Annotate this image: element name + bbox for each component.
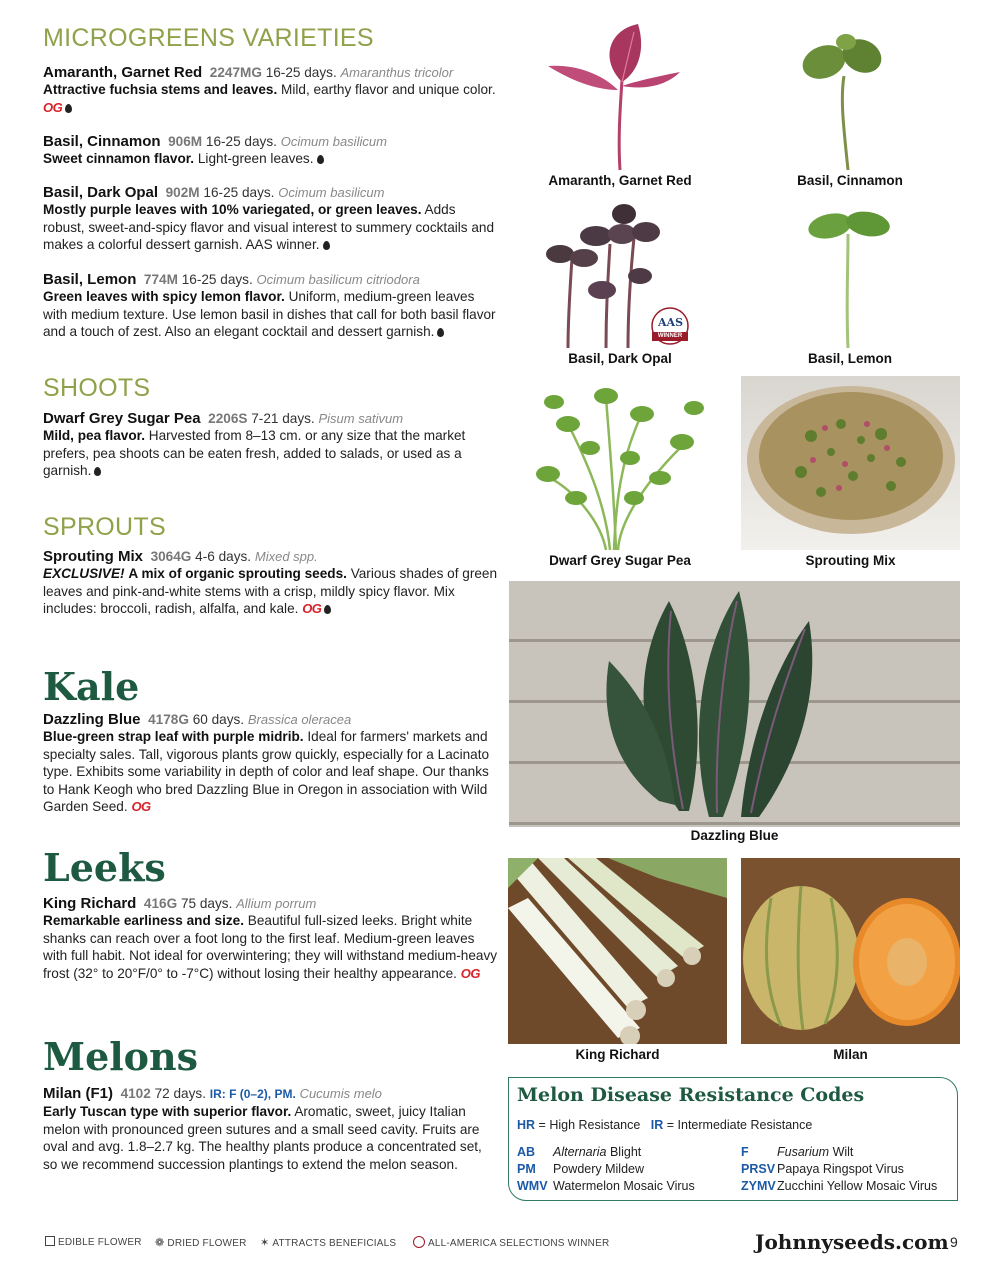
resistance-row [517,1162,644,1176]
drop-icon [317,155,324,164]
disease-name: Zucchini Yellow Mosaic Virus [777,1179,938,1193]
basil-cinnamon-photo [740,20,960,170]
photo-caption: Basil, Cinnamon [797,173,903,188]
aas-winner-icon [413,1236,425,1248]
highlight-text: Early Tuscan type with superior flavor. [43,1104,292,1120]
days-to-maturity: 16-25 days. [181,272,253,287]
footer-legend-aas [413,1236,609,1249]
description-text: Adds robust, sweet-and-spicy flavor and visual interest to summery cocktails and makes a colorful dessert garnish. AAS winner. [43,202,495,253]
days-to-maturity: 16-25 days. [203,185,275,200]
organic-icon: OG [131,799,151,815]
product-code: 416G [143,896,178,911]
product-code: 906M [168,134,203,149]
variety-entry-basil-cinnamon [43,133,498,168]
product-code: 4178G [148,712,189,727]
disease-resistance-box [508,1077,958,1201]
amaranth-photo [510,20,730,170]
disease-italic: Alternaria [553,1145,607,1159]
basil-dark-opal-photo [510,198,730,348]
description-text: Light-green leaves. [197,151,314,167]
drop-icon [65,104,72,113]
resistance-box-title: Melon Disease Resistance Codes [517,1084,865,1106]
legend-label: ALL-AMERICA SELECTIONS WINNER [428,1238,610,1249]
basil-lemon-photo [740,198,960,348]
drop-icon [324,605,331,614]
page-number: 9 [950,1234,958,1250]
disease-name: Blight [606,1145,642,1159]
hr-text: = High Resistance [538,1118,641,1132]
highlight-text: Attractive fuchsia stems and leaves. [43,82,278,98]
description-text: Beautiful full-sized leeks. Bright white shanks can reach over a foot long to the first leaf. Medium-green leaves with full habit. Not ideal for overwintering; they will withstand medium-heavy frost (32° to 20°F/0° to -7°C) without losing their healthy appearance. [43,913,498,981]
variety-entry-sprouting-mix [43,548,498,618]
disease-name: Wilt [829,1145,854,1159]
photo-caption: King Richard [575,1047,660,1062]
photo-caption: Sprouting Mix [805,553,896,568]
days-to-maturity: 16-25 days. [205,134,277,149]
ir-code: IR [650,1118,664,1132]
scientific-name: Mixed spp. [254,549,318,564]
variety-entry-basil-lemon [43,271,498,341]
photo-caption: Amaranth, Garnet Red [548,173,692,188]
photo-caption: Milan [833,1047,868,1062]
days-to-maturity: 4-6 days. [195,549,252,564]
milan-photo [741,858,960,1044]
exclusive-label: EXCLUSIVE! [43,566,125,582]
beneficial-insect-icon: ✶ [260,1237,270,1249]
disease-code: F [741,1145,749,1159]
organic-icon: OG [43,99,63,115]
days-to-maturity: 7-21 days. [251,411,315,426]
section-heading-shoots: SHOOTS [43,374,151,402]
variety-name: King Richard [43,895,137,912]
days-to-maturity: 60 days. [192,712,245,727]
description-text: Various shades of green leaves and pink-and-white stems with a crisp, mildly spicy flavor. Mix includes: broccoli, radish, alfalfa, and kale. [43,566,498,617]
pea-shoots-photo [510,378,730,550]
days-to-maturity: 75 days. [180,896,233,911]
dried-flower-icon: ❁ [155,1237,165,1249]
section-heading-kale: Kale [43,664,140,709]
king-richard-photo [508,858,727,1044]
variety-name: Basil, Lemon [43,271,137,288]
disease-name: Watermelon Mosaic Virus [553,1179,695,1193]
disease-code: PRSV [741,1162,776,1176]
product-code: 774M [143,272,178,287]
brand-website[interactable]: Johnnyseeds.com [755,1230,949,1254]
legend-label: ATTRACTS BENEFICIALS [272,1238,397,1249]
description-text: Harvested from 8–13 cm. or any size that the market prefers, pea shoots can be eaten fresh, added to salads, or used as a garnish. [43,428,466,479]
variety-name: Dwarf Grey Sugar Pea [43,410,201,427]
photo-caption: Basil, Lemon [807,351,893,366]
variety-name: Amaranth, Garnet Red [43,64,203,81]
variety-entry-king-richard [43,895,498,982]
disease-italic: Fusarium [777,1145,830,1159]
variety-name: Basil, Cinnamon [43,133,161,150]
section-heading-microgreens: MICROGREENS VARIETIES [43,24,374,52]
variety-entry-amaranth [43,64,498,116]
variety-name: Sprouting Mix [43,548,143,565]
aas-badge-text: AAS [658,316,684,329]
variety-name: Milan (F1) [43,1085,113,1102]
resistance-row [741,1179,937,1193]
photo-caption: Basil, Dark Opal [568,351,672,366]
resistance-row [517,1179,695,1193]
disease-code: ZYMV [741,1179,776,1193]
scientific-name: Amaranthus tricolor [340,65,454,80]
section-heading-melons: Melons [43,1034,199,1079]
resistance-row [517,1145,641,1159]
sprouting-mix-photo [741,376,960,550]
highlight-text: A mix of organic sprouting seeds. [128,566,347,582]
description-text: Aromatic, sweet, juicy Italian melon with pronounced green sutures and a small seed cavity. Fruits are oval and avg. 1.8–2.7 kg. The healthy plants produce a concentrated set, so we recommend succession plantings to extend the melon season. [43,1104,482,1172]
legend-label: EDIBLE FLOWER [58,1237,142,1248]
footer-legend-edible [45,1236,142,1248]
drop-icon [437,328,444,337]
scientific-name: Brassica oleracea [247,712,352,727]
variety-entry-pea [43,410,498,480]
variety-entry-milan [43,1085,498,1173]
section-heading-sprouts: SPROUTS [43,513,166,541]
drop-icon [323,241,330,250]
scientific-name: Ocimum basilicum [280,134,387,149]
ir-text: = Intermediate Resistance [666,1118,813,1132]
product-code: 902M [165,185,200,200]
drop-icon [94,467,101,476]
highlight-text: Sweet cinnamon flavor. [43,151,195,167]
disease-code: PM [517,1162,536,1176]
section-heading-leeks: Leeks [43,845,166,890]
resistance-codes: IR: F (0–2), PM. [209,1087,296,1101]
organic-icon: OG [302,601,322,617]
highlight-text: Remarkable earliness and size. [43,913,244,929]
organic-icon: OG [460,965,480,981]
resistance-row [741,1145,853,1159]
highlight-text: Mild, pea flavor. [43,428,145,444]
photo-caption: Dwarf Grey Sugar Pea [549,553,691,568]
highlight-text: Mostly purple leaves with 10% variegated, or green leaves. [43,202,422,218]
resistance-legend [517,1118,812,1132]
product-code: 2247MG [209,65,262,80]
disease-code: AB [517,1145,536,1159]
scientific-name: Cucumis melo [299,1086,382,1101]
product-code: 3064G [150,549,192,564]
scientific-name: Pisum sativum [318,411,404,426]
edible-flower-icon [45,1236,55,1246]
scientific-name: Ocimum basilicum [278,185,385,200]
disease-code: WMV [517,1179,548,1193]
description-text: Ideal for farmers' markets and specialty sales. Tall, vigorous plants grow quickly, especially for a Lacinato type. Exhibits some variability in depth of color and leaf shape. Our thanks to Hank Keogh who bred Dazzling Blue in Oregon in association with Wild Garden Seed. [43,729,490,815]
highlight-text: Blue-green strap leaf with purple midrib. [43,729,304,745]
resistance-row [741,1162,904,1176]
photo-caption: Dazzling Blue [690,828,779,843]
product-code: 4102 [120,1086,151,1101]
hr-code: HR [517,1118,536,1132]
product-code: 2206S [208,411,248,426]
variety-name: Dazzling Blue [43,711,141,728]
scientific-name: Ocimum basilicum citriodora [256,272,420,287]
variety-entry-basil-dark-opal [43,184,498,254]
footer-legend-beneficials [260,1236,396,1249]
footer-legend-dried [155,1236,247,1249]
variety-entry-dazzling-blue [43,711,498,815]
days-to-maturity: 72 days. [154,1086,206,1101]
description-text: Uniform, medium-green leaves with medium texture. Use lemon basil in dishes that call for both basil flavor and a touch of zest. Also an elegant cocktail and dessert garnish. [43,289,496,340]
variety-name: Basil, Dark Opal [43,184,159,201]
disease-name: Powdery Mildew [553,1162,645,1176]
disease-name: Papaya Ringspot Virus [777,1162,904,1176]
legend-label: DRIED FLOWER [167,1238,247,1249]
highlight-text: Green leaves with spicy lemon flavor. [43,289,285,305]
aas-badge-ribbon: WINNER [652,332,688,341]
days-to-maturity: 16-25 days. [265,65,337,80]
description-text: Mild, earthy flavor and unique color. [281,82,496,98]
dazzling-blue-photo [509,581,960,827]
scientific-name: Allium porrum [236,896,317,911]
